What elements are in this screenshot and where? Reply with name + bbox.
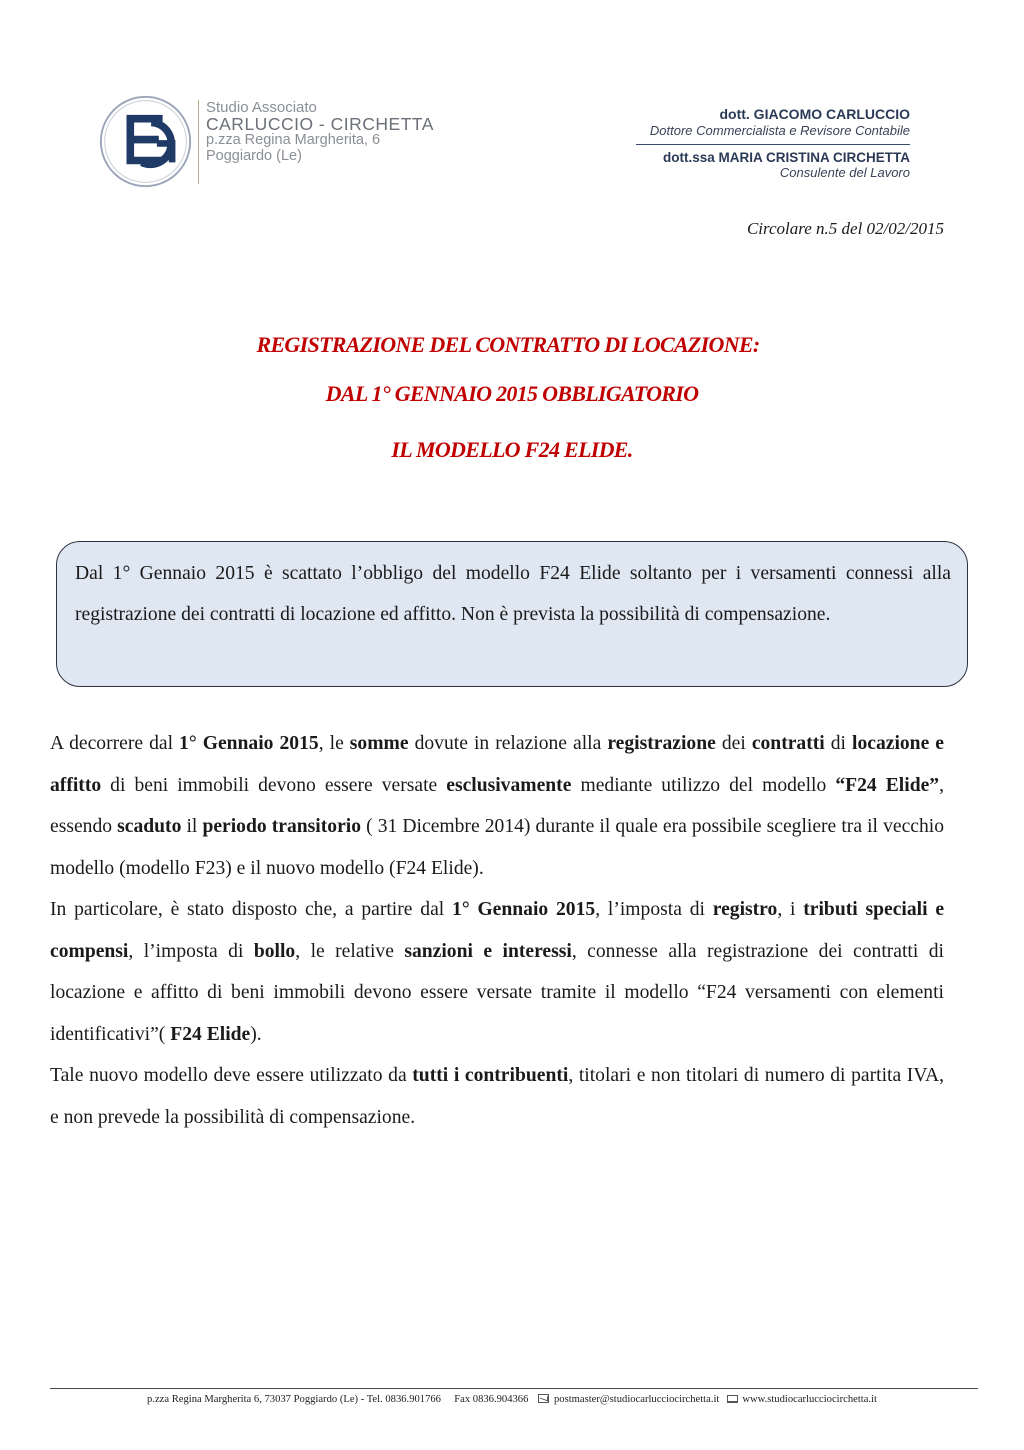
studio-line-4: Poggiardo (Le) <box>206 148 302 164</box>
text-run: , le relative <box>295 940 405 962</box>
text-run: , titolari e non titolari di numero di partita IVA, e non prevede la possibilità di compensazione. <box>50 1065 944 1128</box>
bold-run: contratti <box>751 733 825 754</box>
title-line-1: REGISTRAZIONE DEL CONTRATTO DI LOCAZIONE: <box>256 332 760 357</box>
studio-logo <box>98 94 193 189</box>
studio-line-3: p.zza Regina Margherita, 6 <box>206 132 381 148</box>
bold-run: somme <box>349 733 409 754</box>
title-line-2: DAL 1° GENNAIO 2015 OBBLIGATORIO <box>325 381 699 406</box>
text-run: , le <box>318 733 350 754</box>
bold-run: bollo <box>253 940 296 962</box>
studio-name-block <box>206 100 434 164</box>
body-text <box>50 723 944 1138</box>
text-run: dovute in relazione alla <box>408 733 608 754</box>
title-line-3: IL MODELLO F24 ELIDE. <box>391 437 633 462</box>
header-divider <box>636 144 910 145</box>
circular-reference: Circolare n.5 del 02/02/2015 <box>746 219 944 238</box>
text-run: , connesse alla registrazione dei contratti di locazione e affitto di beni immobili devono essere versate tramite il modello “F24 versamenti con elementi identificativi”( <box>50 940 944 1045</box>
text-run: , essendo <box>50 774 944 837</box>
paragraph-2 <box>50 889 944 1055</box>
professionals-block <box>636 106 910 180</box>
text-run: In particolare, è stato disposto che, a partire dal <box>50 899 453 920</box>
bold-run: sanzioni e interessi <box>404 940 572 962</box>
summary-box <box>56 541 968 687</box>
text-run: , i <box>777 899 804 920</box>
envelope-icon <box>538 1394 549 1403</box>
text-run: di beni immobili devono essere versate <box>101 774 447 796</box>
bold-run: tributi speciali e compensi <box>50 899 945 962</box>
text-run: dei <box>715 733 752 754</box>
bold-run: “F24 Elide” <box>835 774 940 796</box>
text-run: ( 31 Dicembre 2014) durante il quale era possibile scegliere tra il vecchio modello (modello F23) e il nuovo modello (F24 Elide). <box>50 816 945 879</box>
bold-run: esclusivamente <box>446 774 572 796</box>
bold-run: tutti i contribuenti <box>412 1065 569 1086</box>
bold-run: 1° Gennaio 2015 <box>452 899 596 920</box>
footer-address: p.zza Regina Margherita 6, 73037 Poggiardo (Le) - Tel. 0836.901766 <box>147 1394 441 1405</box>
studio-line-1: Studio Associato <box>206 99 317 116</box>
text-run: di <box>824 733 853 754</box>
footer <box>0 1394 1024 1405</box>
footer-website[interactable]: www.studiocarlucciocirchetta.it <box>742 1394 877 1405</box>
person2-name: dott.ssa MARIA CRISTINA CIRCHETTA <box>663 150 910 165</box>
bold-run: scaduto <box>117 816 182 837</box>
footer-divider <box>50 1388 978 1389</box>
bold-run: registro <box>712 899 778 920</box>
bold-run: 1° Gennaio 2015 <box>179 733 319 754</box>
person1-role: Dottore Commercialista e Revisore Contabile <box>649 123 910 138</box>
text-run: ). <box>250 1023 262 1045</box>
logo-divider <box>198 100 199 184</box>
footer-email[interactable]: postmaster@studiocarlucciocirchetta.it <box>554 1394 720 1405</box>
summary-text: Dal 1° Gennaio 2015 è scattato l’obbligo del modello F24 Elide soltanto per i versamenti connessi alla registrazione dei contratti di locazione ed affitto. Non è prevista la possibilità di compensazione. <box>75 563 951 625</box>
text-run: A decorrere dal <box>50 733 180 754</box>
footer-fax: Fax 0836.904366 <box>454 1394 529 1405</box>
text-run: , l’imposta di <box>128 940 254 962</box>
text-run: il <box>181 816 203 837</box>
bold-run: registrazione <box>607 733 716 754</box>
person1-name: dott. GIACOMO CARLUCCIO <box>719 106 910 122</box>
studio-line-2: CARLUCCIO - CIRCHETTA <box>206 114 434 134</box>
text-run: mediante utilizzo del modello <box>571 774 836 796</box>
computer-icon <box>727 1395 738 1403</box>
text-run: Tale nuovo modello deve essere utilizzato da <box>50 1065 413 1086</box>
letterhead <box>0 0 1024 200</box>
bold-run: periodo transitorio <box>202 816 362 837</box>
bold-run: F24 Elide <box>170 1023 251 1045</box>
paragraph-1 <box>50 723 944 889</box>
text-run: , l’imposta di <box>595 899 713 920</box>
person2-role: Consulente del Lavoro <box>779 165 910 180</box>
paragraph-3 <box>50 1055 944 1138</box>
bold-run: locazione e affitto <box>50 733 945 796</box>
